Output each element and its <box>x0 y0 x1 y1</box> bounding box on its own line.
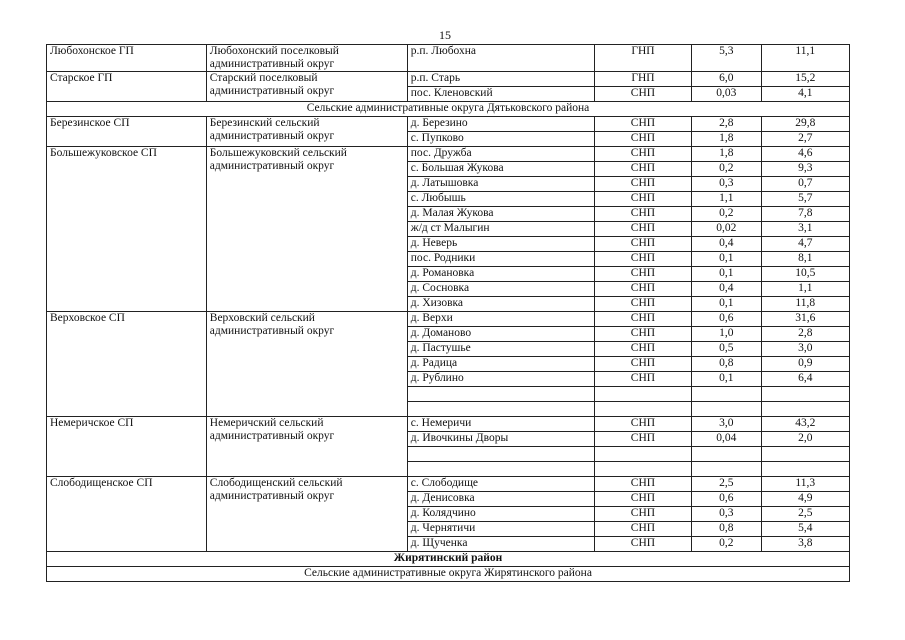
value-2: 0,9 <box>761 357 849 372</box>
value-1: 1,8 <box>692 147 761 162</box>
settlement-name: Слободищенское СП <box>47 477 207 552</box>
locality-name: д. Пастушье <box>407 342 594 357</box>
settlement-name: Березинское СП <box>47 117 207 147</box>
value-2: 10,5 <box>761 267 849 282</box>
value-2: 2,7 <box>761 132 849 147</box>
value-1: 0,03 <box>692 87 761 102</box>
settlements-table <box>46 44 850 582</box>
value-1: 2,5 <box>692 477 761 492</box>
value-1: 0,8 <box>692 522 761 537</box>
value-2: 8,1 <box>761 252 849 267</box>
locality-type: СНП <box>594 207 691 222</box>
settlement-name: Любохонское ГП <box>47 45 207 72</box>
value-1 <box>692 387 761 402</box>
section-header: Сельские административные округа Жирятинского района <box>47 567 850 582</box>
locality-name <box>407 402 594 417</box>
value-2: 3,0 <box>761 342 849 357</box>
locality-name: д. Рублино <box>407 372 594 387</box>
locality-type: СНП <box>594 252 691 267</box>
section-header-row <box>47 552 850 567</box>
value-2: 9,3 <box>761 162 849 177</box>
value-2: 4,6 <box>761 147 849 162</box>
value-2: 3,8 <box>761 537 849 552</box>
locality-name: пос. Родники <box>407 252 594 267</box>
value-1: 1,8 <box>692 132 761 147</box>
locality-type: СНП <box>594 522 691 537</box>
locality-name: с. Большая Жукова <box>407 162 594 177</box>
locality-type: СНП <box>594 537 691 552</box>
value-1 <box>692 402 761 417</box>
locality-type: СНП <box>594 432 691 447</box>
value-2: 2,5 <box>761 507 849 522</box>
value-2: 11,1 <box>761 45 849 72</box>
page-number: 15 <box>439 28 451 42</box>
locality-type: СНП <box>594 282 691 297</box>
value-1: 6,0 <box>692 72 761 87</box>
district-name: Березинский сельский административный округ <box>206 117 407 147</box>
locality-name: д. Малая Жукова <box>407 207 594 222</box>
locality-type: СНП <box>594 147 691 162</box>
locality-type: СНП <box>594 297 691 312</box>
locality-name: д. Сосновка <box>407 282 594 297</box>
table-row <box>47 45 850 72</box>
value-1: 0,02 <box>692 222 761 237</box>
settlement-name: Немеричское СП <box>47 417 207 477</box>
locality-name <box>407 447 594 462</box>
district-name: Верховский сельский административный округ <box>206 312 407 417</box>
value-2: 4,1 <box>761 87 849 102</box>
value-2 <box>761 447 849 462</box>
value-2: 4,9 <box>761 492 849 507</box>
value-1 <box>692 447 761 462</box>
locality-type: СНП <box>594 87 691 102</box>
settlement-name: Большежуковское СП <box>47 147 207 312</box>
locality-name: д. Хизовка <box>407 297 594 312</box>
district-name: Любохонский поселковый административный округ <box>206 45 407 72</box>
locality-name: с. Пупково <box>407 132 594 147</box>
table-row <box>47 312 850 327</box>
value-2: 43,2 <box>761 417 849 432</box>
value-2 <box>761 387 849 402</box>
locality-type: СНП <box>594 222 691 237</box>
locality-type: СНП <box>594 267 691 282</box>
value-1: 1,1 <box>692 192 761 207</box>
locality-name: с. Слободище <box>407 477 594 492</box>
locality-type: СНП <box>594 357 691 372</box>
locality-name: д. Неверь <box>407 237 594 252</box>
district-name: Старский поселковый административный округ <box>206 72 407 102</box>
section-header: Сельские административные округа Дятьковского района <box>47 102 850 117</box>
locality-name: д. Денисовка <box>407 492 594 507</box>
value-1: 0,2 <box>692 207 761 222</box>
locality-name <box>407 387 594 402</box>
locality-name: д. Колядчино <box>407 507 594 522</box>
locality-type: ГНП <box>594 72 691 87</box>
locality-type: СНП <box>594 132 691 147</box>
value-2 <box>761 462 849 477</box>
value-2: 4,7 <box>761 237 849 252</box>
value-2: 0,7 <box>761 177 849 192</box>
locality-name: д. Доманово <box>407 327 594 342</box>
value-2: 29,8 <box>761 117 849 132</box>
locality-name <box>407 462 594 477</box>
section-header: Жирятинский район <box>47 552 850 567</box>
locality-type: ГНП <box>594 45 691 72</box>
locality-type: СНП <box>594 507 691 522</box>
locality-type: СНП <box>594 372 691 387</box>
value-2: 2,8 <box>761 327 849 342</box>
locality-name: д. Радица <box>407 357 594 372</box>
value-1: 3,0 <box>692 417 761 432</box>
value-2: 5,7 <box>761 192 849 207</box>
locality-type: СНП <box>594 417 691 432</box>
value-1: 0,2 <box>692 537 761 552</box>
locality-type: СНП <box>594 162 691 177</box>
locality-type: СНП <box>594 237 691 252</box>
district-name: Немеричский сельский административный округ <box>206 417 407 477</box>
table-row <box>47 72 850 87</box>
value-1: 2,8 <box>692 117 761 132</box>
value-1: 0,6 <box>692 312 761 327</box>
district-name: Слободищенский сельский административный округ <box>206 477 407 552</box>
locality-name: д. Ивочкины Дворы <box>407 432 594 447</box>
locality-name: р.п. Старь <box>407 72 594 87</box>
value-2: 15,2 <box>761 72 849 87</box>
value-1: 0,3 <box>692 177 761 192</box>
value-2: 11,8 <box>761 297 849 312</box>
locality-type: СНП <box>594 117 691 132</box>
section-header-row <box>47 102 850 117</box>
locality-name: д. Верхи <box>407 312 594 327</box>
locality-name: д. Романовка <box>407 267 594 282</box>
value-1: 0,04 <box>692 432 761 447</box>
locality-type: СНП <box>594 342 691 357</box>
value-2: 6,4 <box>761 372 849 387</box>
settlement-name: Старское ГП <box>47 72 207 102</box>
section-header-row <box>47 567 850 582</box>
locality-type <box>594 387 691 402</box>
locality-type: СНП <box>594 312 691 327</box>
value-1 <box>692 462 761 477</box>
locality-name: ж/д ст Малыгин <box>407 222 594 237</box>
locality-name: д. Березино <box>407 117 594 132</box>
locality-type <box>594 462 691 477</box>
locality-name: р.п. Любохна <box>407 45 594 72</box>
value-2: 3,1 <box>761 222 849 237</box>
locality-name: д. Чернятичи <box>407 522 594 537</box>
value-1: 0,6 <box>692 492 761 507</box>
value-1: 0,2 <box>692 162 761 177</box>
value-2: 31,6 <box>761 312 849 327</box>
value-1: 0,1 <box>692 267 761 282</box>
value-1: 0,1 <box>692 252 761 267</box>
table-row <box>47 117 850 132</box>
settlement-name: Верховское СП <box>47 312 207 417</box>
locality-name: д. Латышовка <box>407 177 594 192</box>
locality-name: пос. Кленовский <box>407 87 594 102</box>
value-2: 1,1 <box>761 282 849 297</box>
locality-type: СНП <box>594 477 691 492</box>
locality-type: СНП <box>594 327 691 342</box>
locality-name: д. Щученка <box>407 537 594 552</box>
value-2: 2,0 <box>761 432 849 447</box>
locality-type: СНП <box>594 177 691 192</box>
value-2: 11,3 <box>761 477 849 492</box>
table-row <box>47 417 850 432</box>
value-1: 0,1 <box>692 372 761 387</box>
locality-name: с. Любышь <box>407 192 594 207</box>
value-2: 7,8 <box>761 207 849 222</box>
value-1: 0,1 <box>692 297 761 312</box>
value-1: 5,3 <box>692 45 761 72</box>
locality-name: пос. Дружба <box>407 147 594 162</box>
locality-type: СНП <box>594 492 691 507</box>
value-1: 0,4 <box>692 237 761 252</box>
value-1: 0,3 <box>692 507 761 522</box>
table-row <box>47 147 850 162</box>
value-2 <box>761 402 849 417</box>
locality-type <box>594 402 691 417</box>
value-1: 0,8 <box>692 357 761 372</box>
locality-name: с. Немеричи <box>407 417 594 432</box>
value-1: 0,5 <box>692 342 761 357</box>
value-1: 1,0 <box>692 327 761 342</box>
district-name: Большежуковский сельский административный округ <box>206 147 407 312</box>
value-2: 5,4 <box>761 522 849 537</box>
locality-type: СНП <box>594 192 691 207</box>
value-1: 0,4 <box>692 282 761 297</box>
table-row <box>47 477 850 492</box>
locality-type <box>594 447 691 462</box>
